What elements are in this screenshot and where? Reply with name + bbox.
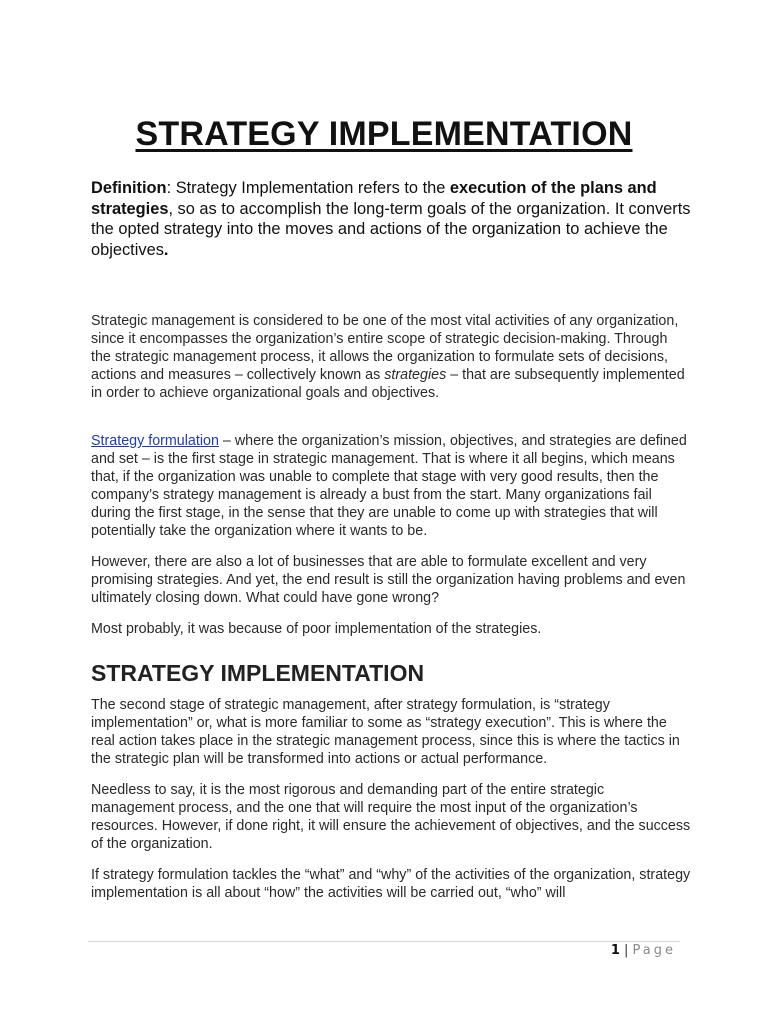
emphasis-strategies: strategies [384,366,447,383]
page-number: 1 [610,943,620,958]
paragraph-strategy-formulation [91,433,691,540]
footer-divider [88,941,680,942]
strategy-formulation-link[interactable]: Strategy formulation [91,433,219,449]
section-heading: STRATEGY IMPLEMENTATION [91,660,425,686]
page-label: Page [632,943,676,958]
definition-colon: : [166,179,176,197]
definition-text-after: , so as to accomplish the long-term goals of the organization. It converts the opted strategy into the moves and actions of the organization to achieve the objectives [91,199,691,259]
paragraph-strategic-management [91,313,691,403]
page-separator: | [619,943,633,958]
paragraph-text: – that are subsequently implemented in order to achieve organizational goals and objectives. [91,366,685,401]
paragraph-text: Strategic management is considered to be one of the most vital activities of any organization, since it encompasses the organization’s entire scope of strategic decision-making. Through the strategic management process, it allows the organization to formulate sets of decisions, actions and measures – collectively known as [91,313,679,383]
paragraph-second-stage: The second stage of strategic management, after strategy formulation, is “strategy implementation” or, what is more familiar to some as “strategy execution”. This is where the real action takes place in the strategic management process, since this is where the tactics in the strategic plan will be transformed into actions or actual performance. [91,697,680,767]
definition-bold-phrase: execution of the plans and strategies [91,179,657,218]
definition-label: Definition [91,179,167,197]
page-number-footer [611,943,676,958]
paragraph-poor-implementation: Most probably, it was because of poor implementation of the strategies. [91,621,542,637]
paragraph-businesses: However, there are also a lot of businesses that are able to formulate excellent and very promising strategies. And yet, the end result is still the organization having problems and even ultimately closing down. What could have gone wrong? [91,554,686,606]
paragraph-most-rigorous: Needless to say, it is the most rigorous and demanding part of the entire strategic management process, and the one that will require the most input of the organization’s resources. However, if done right, it will ensure the achievement of objectives, and the success of the organization. [91,782,691,852]
definition-period: . [163,240,169,259]
definition-paragraph [91,178,691,260]
paragraph-text: – where the organization’s mission, objectives, and strategies are defined and set – is the first stage in strategic management. That is where it all begins, which means that, if the organization was unable to complete that stage with very good results, then the company’s strategy management is already a bust from the start. Many organizations fail during the first stage, in the sense that they are unable to come up with strategies that will potentially take the organization where it wants to be. [91,433,687,539]
definition-text-before: Strategy Implementation refers to the [175,179,450,197]
document-title: STRATEGY IMPLEMENTATION [135,115,633,153]
paragraph-what-and-why: If strategy formulation tackles the “what” and “why” of the activities of the organization, strategy implementation is all about “how” the activities will be carried out, “who” will [91,867,691,901]
